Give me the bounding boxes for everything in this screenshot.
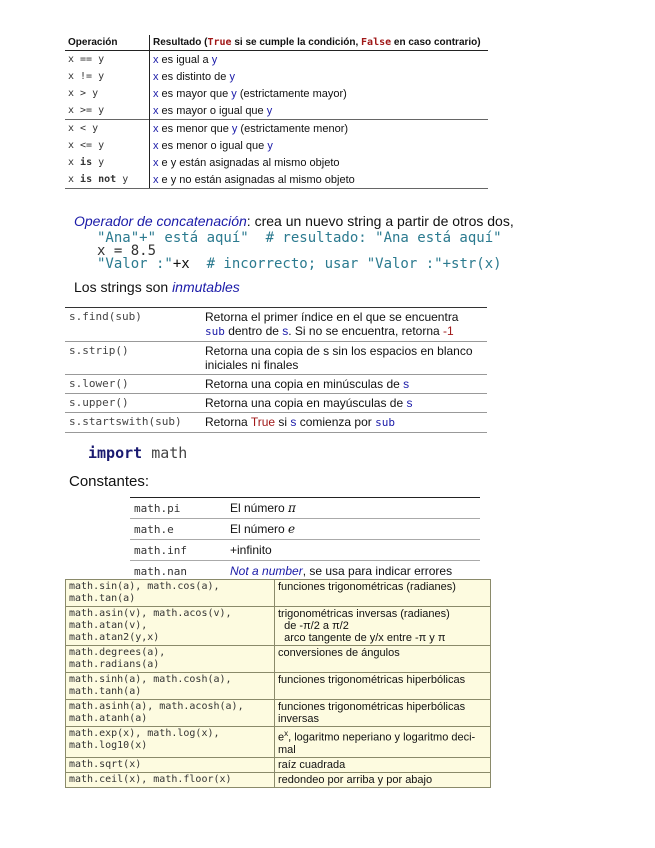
constant-desc: Not a number, se usa para indicar errores	[226, 561, 480, 582]
function-cell: math.exp(x), math.log(x), math.log10(x)	[66, 727, 275, 758]
header-operation: Operación	[65, 35, 150, 51]
function-desc: trigonométricas inversas (radianes) de -π/2 a π/2 arco tangente de y/x entre -π y π	[275, 607, 491, 646]
table-row	[65, 51, 488, 69]
table-row	[65, 154, 488, 171]
math-functions-table	[65, 579, 491, 788]
constant-name: math.inf	[130, 540, 226, 561]
operator-cell: x <= y	[65, 137, 150, 154]
table-row	[65, 394, 487, 413]
method-cell: s.upper()	[65, 394, 201, 413]
function-cell: math.degrees(a), math.radians(a)	[66, 646, 275, 673]
table-row	[65, 342, 487, 375]
method-cell: s.find(sub)	[65, 308, 201, 342]
code-line-1: "Ana"+" está aquí" # resultado: "Ana está aquí"	[97, 230, 502, 246]
function-desc: raíz cuadrada	[275, 757, 491, 772]
function-desc: funciones trigonométricas hiperbólicas	[275, 673, 491, 700]
result-cell: x e y están asignadas al mismo objeto	[153, 156, 340, 169]
table-row	[130, 519, 480, 540]
import-statement: import math	[88, 444, 188, 462]
method-cell: s.lower()	[65, 375, 201, 394]
table-row	[65, 171, 488, 189]
concatenation-desc: : crea un nuevo string a partir de otros dos,	[246, 213, 514, 229]
table-row	[66, 757, 491, 772]
result-cell: x es mayor que y (estrictamente mayor)	[153, 87, 347, 100]
table-row	[65, 413, 487, 433]
method-desc-cell: Retorna una copia en minúsculas de s	[201, 375, 487, 394]
result-cell: x es menor o igual que y	[153, 139, 273, 152]
table-row	[130, 498, 480, 519]
concatenation-title: Operador de concatenación	[74, 213, 247, 229]
constant-name: math.nan	[130, 561, 226, 582]
table-row	[65, 120, 488, 138]
constants-label: Constantes:	[69, 473, 150, 490]
operator-cell: x is not y	[65, 171, 150, 189]
code-line-2: x = 8.5	[97, 243, 157, 259]
function-cell: math.sqrt(x)	[66, 757, 275, 772]
operator-cell: x == y	[65, 51, 150, 69]
string-methods-table	[65, 307, 487, 433]
code-line-3: "Valor :"+x # incorrecto; usar "Valor :"+str(x)	[97, 256, 502, 272]
operator-cell: x is y	[65, 154, 150, 171]
method-desc-cell: Retorna una copia de s sin los espacios en blanco iniciales ni finales	[201, 342, 487, 375]
function-cell: math.ceil(x), math.floor(x)	[66, 772, 275, 787]
operator-cell: x != y	[65, 68, 150, 85]
table-row	[66, 646, 491, 673]
function-cell: math.sin(a), math.cos(a), math.tan(a)	[66, 580, 275, 607]
table-row	[65, 102, 488, 120]
table-row	[65, 85, 488, 102]
function-desc: conversiones de ángulos	[275, 646, 491, 673]
function-cell: math.sinh(a), math.cosh(a), math.tanh(a)	[66, 673, 275, 700]
method-desc-cell: Retorna una copia en mayúsculas de s	[201, 394, 487, 413]
table-row	[66, 772, 491, 787]
function-desc: funciones trigonométricas (radianes)	[275, 580, 491, 607]
method-cell: s.startswith(sub)	[65, 413, 201, 433]
table-row	[66, 700, 491, 727]
constants-table	[130, 497, 480, 582]
table-row	[65, 375, 487, 394]
operator-cell: x > y	[65, 85, 150, 102]
constant-desc: El número π	[226, 498, 480, 519]
comparison-operators-table	[65, 35, 488, 189]
result-cell: x e y no están asignadas al mismo objeto	[150, 171, 489, 189]
constant-desc: El número e	[226, 519, 480, 540]
table-row	[66, 727, 491, 758]
table-row	[65, 68, 488, 85]
operator-cell: x < y	[65, 120, 150, 138]
method-desc-cell: Retorna el primer índice en el que se encuentra sub dentro de s. Si no se encuentra, retorna -1	[201, 308, 487, 342]
concatenation-description	[74, 213, 514, 229]
table-row	[66, 607, 491, 646]
table-row	[65, 137, 488, 154]
function-desc: funciones trigonométricas hiperbólicas inversas	[275, 700, 491, 727]
function-cell: math.asinh(a), math.acosh(a), math.atanh(a)	[66, 700, 275, 727]
function-desc: $e^x$, logaritmo neperiano y logaritmo deci- mal	[275, 727, 491, 758]
constant-name: math.e	[130, 519, 226, 540]
operator-cell: x >= y	[65, 102, 150, 120]
method-cell: s.strip()	[65, 342, 201, 375]
function-cell: math.asin(v), math.acos(v), math.atan(v), math.atan2(y,x)	[66, 607, 275, 646]
constant-name: math.pi	[130, 498, 226, 519]
constant-desc: +infinito	[226, 540, 480, 561]
result-cell: x es distinto de y	[153, 70, 235, 83]
function-desc: redondeo por arriba y por abajo	[275, 772, 491, 787]
table-row	[66, 673, 491, 700]
header-result: Resultado (True si se cumple la condición, False en caso contrario)	[150, 35, 489, 51]
result-cell: x es igual a y	[153, 53, 218, 66]
table-row	[65, 308, 487, 342]
table-row	[130, 540, 480, 561]
immutable-note: Los strings son inmutables	[74, 279, 240, 295]
result-cell: x es mayor o igual que y	[153, 104, 273, 117]
table-row	[66, 580, 491, 607]
table-header-row	[65, 35, 488, 51]
result-cell: x es menor que y (estrictamente menor)	[150, 120, 489, 138]
method-desc-cell: Retorna True si s comienza por sub	[201, 413, 487, 433]
